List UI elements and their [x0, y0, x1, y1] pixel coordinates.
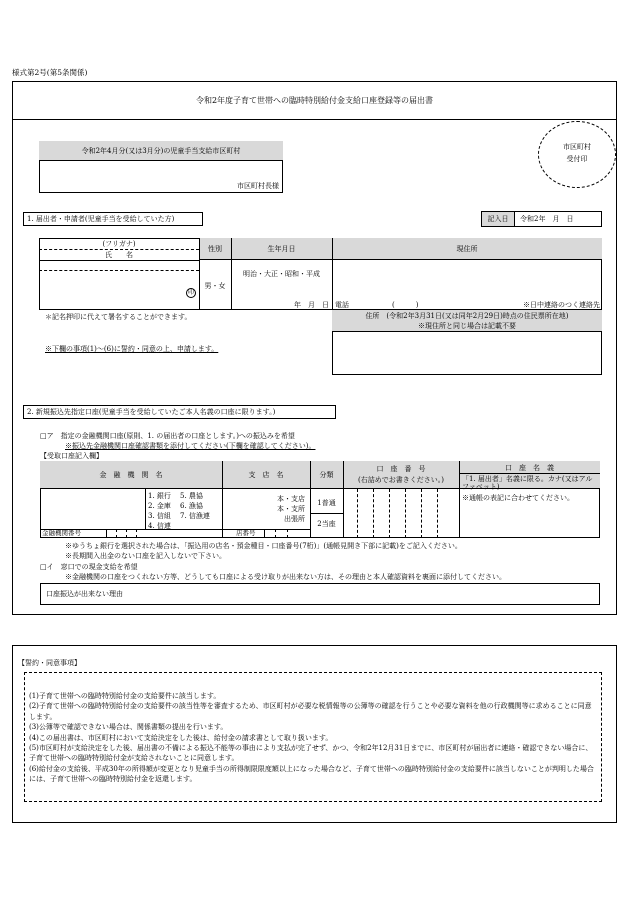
- bank-type-kinko[interactable]: 2. 金庫: [148, 502, 171, 510]
- bank-types-col1[interactable]: [148, 491, 171, 531]
- branch-code-label: 店番号: [236, 529, 256, 537]
- option-i[interactable]: □イ 窓口での現金支給を希望: [40, 563, 138, 571]
- bank-type-shingyoren[interactable]: 7. 信漁連: [180, 512, 210, 520]
- class-toza[interactable]: 2当座: [317, 520, 336, 528]
- bank-type-shinkumi[interactable]: 3. 信組: [148, 512, 171, 520]
- class-divider: [310, 513, 343, 514]
- address-label: 現住所: [456, 245, 478, 253]
- account-cell-5: [421, 489, 422, 538]
- gender-options[interactable]: 男・女: [204, 282, 226, 290]
- bank-type-bank[interactable]: 1. 銀行: [148, 492, 171, 500]
- pledge-item-3: (3)公簿等で確認できない場合は、関係書類の提出を行います。: [29, 723, 228, 732]
- pledge-item-2: (2)子育て世帯への臨時特別給付金の支給要件の該当性等を審査するため、市区町村が必要な税情報等の公簿等の確認を行うことや必要な資料を他の行政機関等に求めることに同意します。: [29, 702, 592, 721]
- account-cell-3: [389, 489, 390, 538]
- account-note: (右詰めでお書きください。): [358, 476, 444, 484]
- section1-label: 1. 届出者・申請者(児童手当を受給していた方): [27, 215, 175, 223]
- furigana-label: (フリガナ): [102, 240, 136, 248]
- bank-type-gyokyo[interactable]: 6. 漁協: [180, 502, 203, 510]
- form-number: 様式第2号(第5条関係): [12, 68, 88, 77]
- entry-date-label: 記入日: [487, 215, 509, 223]
- pledge-note: ※下欄の事項(1)～(6)に誓約・同意の上、申請します。: [45, 345, 219, 353]
- col-holder-label: 口 座 名 義: [505, 464, 554, 472]
- bank-type-nokyo[interactable]: 5. 農協: [180, 492, 203, 500]
- seal-mark: 印: [187, 289, 194, 296]
- bank-types-col2[interactable]: [180, 491, 210, 521]
- branch-types[interactable]: [222, 494, 305, 524]
- birth-ymd[interactable]: 年 月 日: [294, 301, 329, 309]
- branch-code-cell-1: [275, 529, 276, 538]
- birth-label: 生年月日: [267, 245, 296, 253]
- era-options[interactable]: 明治・大正・昭和・平成: [243, 270, 320, 278]
- furigana-value-divider: [39, 270, 199, 271]
- bank-type-divider: [145, 489, 146, 529]
- col-account-label: 口 座 番 号: [376, 465, 426, 473]
- dormant-note: ※長期間入出金のない口座を記入しないで下さい。: [65, 552, 226, 560]
- form-title: 令和2年度子育て世帯への臨時特別給付金支給口座登録等の届出書: [195, 96, 434, 105]
- bank-type-shinren[interactable]: 4. 信連: [148, 522, 171, 530]
- col-bank-label: 金 融 機 関 名: [99, 471, 163, 479]
- bank-code-cell-2: [126, 529, 127, 538]
- pledge-items: [29, 691, 597, 785]
- section2-label: 2. 新規振込先指定口座(児童手当を受給していたご本人名義の口座に限ります。): [27, 408, 276, 416]
- phone-label: 電話: [335, 301, 349, 309]
- stamp-label-1: 市区町村: [563, 143, 591, 151]
- branch-type-shisho[interactable]: 本・支所: [277, 505, 305, 513]
- prev-address-label: 住所 (令和2年3月31日(又は同年2月29日)時点の住民票所在地): [365, 312, 569, 320]
- col-class-label: 分類: [319, 471, 334, 479]
- reason-box[interactable]: [40, 583, 600, 605]
- pledge-heading: 【誓約・同意事項】: [18, 659, 81, 667]
- yucho-note: ※ゆうちょ銀行を選択された場合は、「振込用の店名・預金種目・口座番号(7桁)」(通帳見開き下部に記載)をご記入ください。: [65, 542, 462, 550]
- account-cell-2: [373, 489, 374, 538]
- title-divider: [12, 119, 617, 120]
- bank-code-label: 金融機関番号: [42, 529, 81, 537]
- bank-code-divider: [106, 529, 107, 538]
- branch-type-shutchojo[interactable]: 出張所: [284, 515, 305, 523]
- branch-code-cell-2: [287, 529, 288, 538]
- holder-note-2: ※通帳の表記に合わせてください。: [462, 494, 574, 502]
- prev-address-note: ※現住所と同じ場合は記載不要: [418, 322, 516, 330]
- addressee-suffix: 市区町村長様: [237, 182, 279, 190]
- pledge-item-5: (5)市区町村が支給決定をした後、届出書の不備による振込不能等の事由により支払が完了せず、かつ、令和2年12月31日までに、市区町村が届出者に連絡・確認できない場合に、子育て世帯への臨時特別給付金が支給されないことに同意します。: [29, 744, 593, 763]
- option-a-note: ※振込先金融機関口座確認書類を添付してください(下欄を確認してください)。: [65, 442, 316, 450]
- bank-code-cell-3: [136, 529, 137, 538]
- branch-type-shiten[interactable]: 本・支店: [277, 495, 305, 503]
- gender-label: 性別: [208, 245, 222, 253]
- account-cell-4: [405, 489, 406, 538]
- holder-header-divider: [459, 473, 600, 474]
- receipt-heading: 【受取口座記入欄】: [40, 452, 103, 460]
- addressee-heading: 令和2年4月分(又は3月分)の児童手当支給市区町村: [81, 147, 241, 155]
- pledge-item-6: (6)給付金の支給後、平成30年の所得額が変更となり児童手当の所得制限限度額以上になった場合など、子育て世帯への臨時特別給付金の支給要件に該当しないことが判明した場合には、子育て世帯への臨時特別給付金を返還します。: [29, 764, 594, 784]
- pledge-item-1: (1)子育て世帯への臨時特別給付金の支給要件に該当します。: [29, 692, 221, 700]
- class-futsu[interactable]: 1普通: [317, 499, 336, 507]
- phone-note: ※日中連絡のつく連絡先: [523, 301, 600, 309]
- pledge-item-4: (4)この届出書は、市区町村において支給決定をした後は、給付金の請求書として取り扱います。: [29, 733, 333, 742]
- name-header-divider: [39, 260, 199, 261]
- name-label: 氏 名: [105, 251, 133, 259]
- reason-label: 口座振込が出来ない理由: [46, 590, 123, 598]
- furigana-divider: [39, 249, 199, 250]
- option-a[interactable]: □ア 指定の金融機関口座(原則、1. の届出者の口座とします。)への振込みを希望: [40, 432, 295, 440]
- holder-note-1: 「1. 届出者」名義に限る。カナ(又はアルファベット): [462, 475, 593, 492]
- account-cell-1: [357, 489, 358, 538]
- account-cell-6: [437, 489, 438, 538]
- col-branch-label: 支 店 名: [248, 471, 284, 479]
- entry-date-value[interactable]: 令和2年 月 日: [520, 215, 574, 223]
- signature-note: ＊記名押印に代えて署名することができます。: [45, 313, 192, 321]
- phone-parens[interactable]: ( ): [392, 301, 419, 309]
- stamp-label-2: 受付印: [566, 155, 588, 163]
- bank-code-cell-1: [116, 529, 117, 538]
- option-i-note: ※金融機関の口座をつくれない方等、どうしても口座による受け取りが出来ない方は、その理由と本人確認資料を裏面に添付してください。: [65, 573, 506, 581]
- branch-code-divider: [264, 529, 265, 538]
